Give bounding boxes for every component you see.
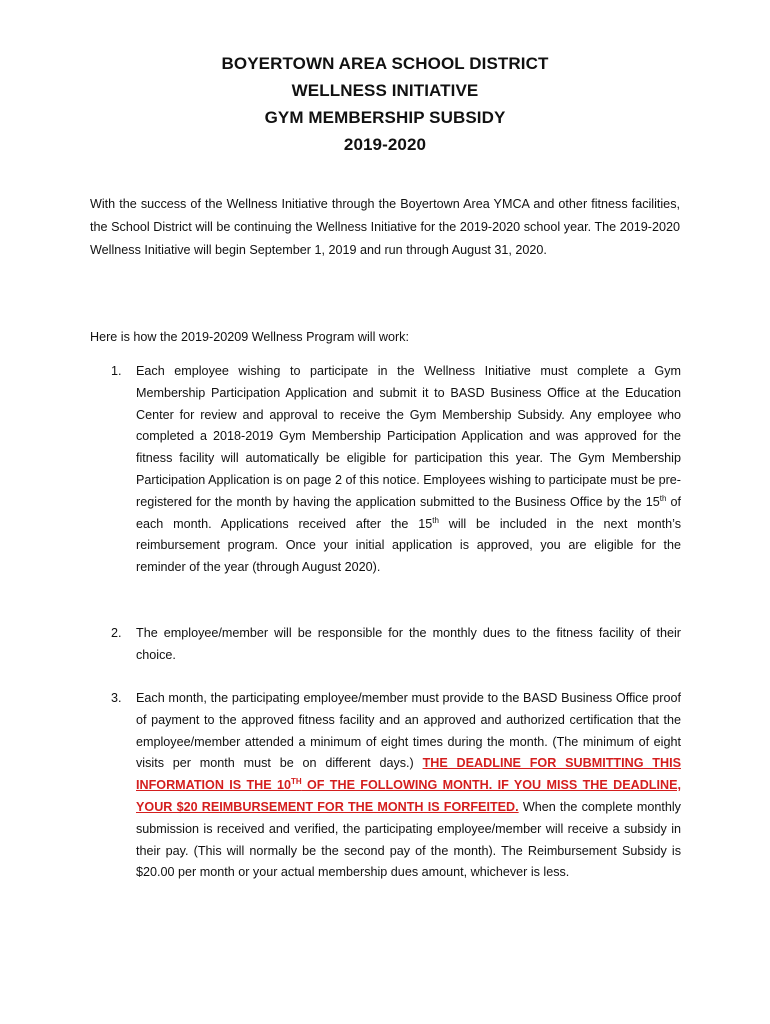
program-lead-sentence: Here is how the 2019-20209 Wellness Program will work:: [90, 330, 409, 344]
list-item-body: [136, 361, 681, 579]
item-1-superscript-a: th: [659, 493, 667, 503]
title-line-initiative: WELLNESS INITIATIVE: [291, 81, 479, 100]
title-line-district: BOYERTOWN AREA SCHOOL DISTRICT: [221, 54, 549, 73]
list-item-number: 2.: [111, 626, 122, 640]
item-1-text-a: Each employee wishing to participate in the Wellness Initiative must complete a Gym Membership Participation Application and submit it to BASD Business Office at the Education Center for review and approval to receive the Gym Membership Subsidy. Any employee who completed a 2018-2019 Gym Membership Participation Application and was approved for the fitness facility will automatically be eligible for participation this year. The Gym Membership Participation Application is on page 2 of this notice. Employees wishing to participate must be pre-registered for the month by having the application submitted to the Business Office by the 15: [136, 364, 681, 509]
deadline-superscript: TH: [290, 777, 302, 786]
item-1-superscript-b: th: [432, 515, 439, 525]
deadline-text-b: OF THE FOLLOWING MONTH. IF YOU MISS THE DEADLINE, YOUR $20 REIMBURSEMENT FOR THE MONTH IS FORFEITED.: [136, 778, 681, 814]
list-item-2: [111, 623, 681, 667]
deadline-text-a: THE DEADLINE FOR SUBMITTING THIS INFORMATION IS THE 10: [136, 756, 681, 793]
item-3-text-b: When the complete monthly submission is received and verified, the participating employee/member will receive a subsidy in their pay. (This will normally be the second pay of the month). The Reimbursement Subsidy is $20.00 per month or your actual membership dues amount, whichever is less.: [136, 799, 681, 880]
list-item-body: [136, 688, 681, 884]
item-1-text-c: will be included in the next month’s reimbursement program. Once your initial application is approved, you are eligible for the reminder of the year (through August 2020).: [136, 516, 681, 575]
intro-paragraph: With the success of the Wellness Initiative through the Boyertown Area YMCA and other fitness facilities, the School District will be continuing the Wellness Initiative for the 2019-2020 school year. The 2019-2020 Wellness Initiative will begin September 1, 2019 and run through August 31, 2020.: [90, 197, 680, 258]
list-item-3: [111, 688, 681, 884]
document-title: [0, 50, 770, 158]
title-line-subsidy: GYM MEMBERSHIP SUBSIDY: [264, 108, 506, 127]
list-item-number: 3.: [111, 691, 122, 705]
list-item-body: The employee/member will be responsible for the monthly dues to the fitness facility of their choice.: [136, 626, 681, 662]
title-line-year: 2019-2020: [343, 135, 427, 154]
item-3-text-a: Each month, the participating employee/member must provide to the BASD Business Office proof of payment to the approved fitness facility and an approved and authorized certification that the employee/member attended a minimum of eight times during the month. (The minimum of eight visits per month must be on different days.): [136, 691, 681, 771]
list-item-number: 1.: [111, 364, 122, 378]
item-1-text-b: of each month. Applications received after the 15: [136, 494, 681, 531]
list-item-1: [111, 361, 681, 579]
